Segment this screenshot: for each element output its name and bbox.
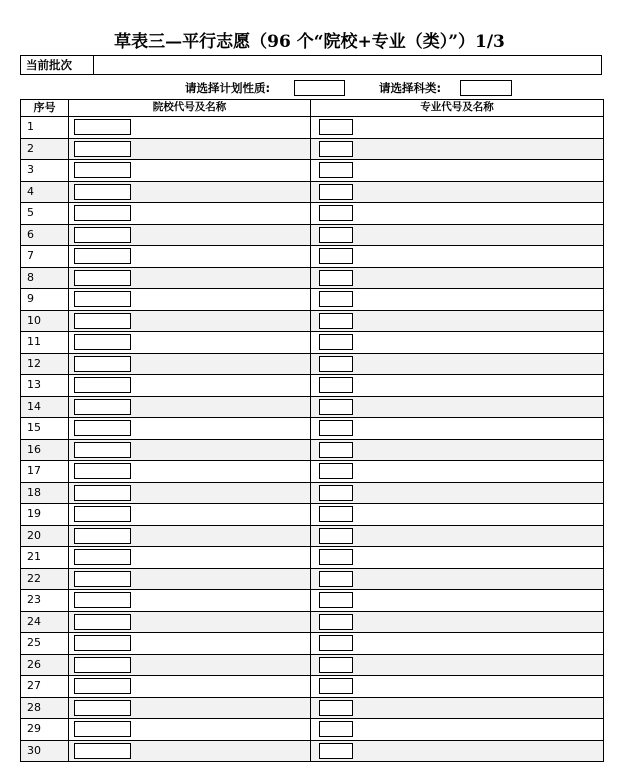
major-cell <box>311 633 603 654</box>
row-number: 22 <box>21 569 69 590</box>
table-row <box>21 655 603 677</box>
row-number: 30 <box>21 741 69 762</box>
school-cell <box>69 612 311 633</box>
table-row <box>21 698 603 720</box>
row-number: 16 <box>21 440 69 461</box>
row-number: 23 <box>21 590 69 611</box>
major-code-input[interactable] <box>319 743 353 759</box>
row-number: 2 <box>21 139 69 160</box>
major-code-input[interactable] <box>319 141 353 157</box>
major-cell <box>311 375 603 396</box>
school-cell <box>69 655 311 676</box>
major-code-input[interactable] <box>319 205 353 221</box>
major-cell <box>311 117 603 138</box>
major-code-input[interactable] <box>319 700 353 716</box>
major-code-input[interactable] <box>319 291 353 307</box>
school-code-input[interactable] <box>74 119 131 135</box>
school-code-input[interactable] <box>74 528 131 544</box>
table-row <box>21 289 603 311</box>
major-code-input[interactable] <box>319 334 353 350</box>
major-cell <box>311 676 603 697</box>
major-code-input[interactable] <box>319 614 353 630</box>
subject-type-label: 请选择科类: <box>379 81 442 95</box>
school-code-input[interactable] <box>74 291 131 307</box>
row-number: 21 <box>21 547 69 568</box>
major-cell <box>311 655 603 676</box>
major-code-input[interactable] <box>319 485 353 501</box>
plan-type-input[interactable] <box>294 80 345 96</box>
table-row <box>21 526 603 548</box>
school-cell <box>69 354 311 375</box>
row-number: 4 <box>21 182 69 203</box>
major-cell <box>311 203 603 224</box>
school-cell <box>69 633 311 654</box>
major-code-input[interactable] <box>319 227 353 243</box>
major-cell <box>311 354 603 375</box>
row-number: 5 <box>21 203 69 224</box>
row-number: 1 <box>21 117 69 138</box>
header-school: 院校代号及名称 <box>69 100 311 116</box>
school-cell <box>69 289 311 310</box>
school-cell <box>69 461 311 482</box>
header-major: 专业代号及名称 <box>420 101 494 113</box>
major-code-input[interactable] <box>319 399 353 415</box>
table-row <box>21 203 603 225</box>
major-code-input[interactable] <box>319 678 353 694</box>
header-num: 序号 <box>21 100 69 116</box>
school-code-input[interactable] <box>74 334 131 350</box>
major-cell <box>311 612 603 633</box>
school-code-input[interactable] <box>74 184 131 200</box>
table-row <box>21 612 603 634</box>
school-cell <box>69 440 311 461</box>
major-code-input[interactable] <box>319 248 353 264</box>
row-number: 14 <box>21 397 69 418</box>
school-code-input[interactable] <box>74 743 131 759</box>
table-row <box>21 741 603 763</box>
row-number: 19 <box>21 504 69 525</box>
school-cell <box>69 676 311 697</box>
major-cell <box>311 526 603 547</box>
major-cell <box>311 719 603 740</box>
school-code-input[interactable] <box>74 678 131 694</box>
major-code-input[interactable] <box>319 528 353 544</box>
table-row <box>21 268 603 290</box>
form-title: 草表三—平行志愿（96 个“院校+专业（类）”）1/3 <box>114 32 505 52</box>
table-row <box>21 139 603 161</box>
batch-value-field[interactable] <box>94 56 601 74</box>
major-cell <box>311 698 603 719</box>
major-cell <box>311 139 603 160</box>
selector-row <box>20 77 602 99</box>
table-row <box>21 569 603 591</box>
table-row <box>21 719 603 741</box>
table-row <box>21 375 603 397</box>
major-code-input[interactable] <box>319 592 353 608</box>
table-row <box>21 311 603 333</box>
school-cell <box>69 590 311 611</box>
school-cell <box>69 311 311 332</box>
school-cell <box>69 547 311 568</box>
school-code-input[interactable] <box>74 721 131 737</box>
batch-label: 当前批次 <box>21 56 94 74</box>
row-number: 28 <box>21 698 69 719</box>
row-number: 10 <box>21 311 69 332</box>
school-cell <box>69 139 311 160</box>
major-code-input[interactable] <box>319 549 353 565</box>
school-code-input[interactable] <box>74 356 131 372</box>
table-header-row <box>21 100 603 117</box>
major-cell <box>311 461 603 482</box>
school-code-input[interactable] <box>74 635 131 651</box>
school-cell <box>69 483 311 504</box>
school-code-input[interactable] <box>74 571 131 587</box>
row-number: 24 <box>21 612 69 633</box>
major-cell <box>311 246 603 267</box>
subject-type-input[interactable] <box>460 80 512 96</box>
major-cell <box>311 569 603 590</box>
row-number: 12 <box>21 354 69 375</box>
school-code-input[interactable] <box>74 399 131 415</box>
row-number: 29 <box>21 719 69 740</box>
row-number: 7 <box>21 246 69 267</box>
major-cell <box>311 225 603 246</box>
school-code-input[interactable] <box>74 506 131 522</box>
row-number: 3 <box>21 160 69 181</box>
plan-type-label: 请选择计划性质: <box>185 81 271 95</box>
table-row <box>21 332 603 354</box>
major-code-input[interactable] <box>319 463 353 479</box>
school-cell <box>69 203 311 224</box>
school-cell <box>69 526 311 547</box>
table-row <box>21 633 603 655</box>
table-row <box>21 182 603 204</box>
table-row <box>21 117 603 139</box>
school-cell <box>69 225 311 246</box>
table-row <box>21 225 603 247</box>
table-row <box>21 160 603 182</box>
table-row <box>21 440 603 462</box>
major-code-input[interactable] <box>319 635 353 651</box>
major-cell <box>311 397 603 418</box>
school-code-input[interactable] <box>74 162 131 178</box>
row-number: 6 <box>21 225 69 246</box>
table-row <box>21 397 603 419</box>
major-code-input[interactable] <box>319 356 353 372</box>
school-cell <box>69 397 311 418</box>
major-code-input[interactable] <box>319 377 353 393</box>
row-number: 27 <box>21 676 69 697</box>
school-cell <box>69 268 311 289</box>
school-code-input[interactable] <box>74 592 131 608</box>
table-row <box>21 354 603 376</box>
table-row <box>21 246 603 268</box>
table-row <box>21 483 603 505</box>
major-cell <box>311 547 603 568</box>
school-cell <box>69 246 311 267</box>
row-number: 11 <box>21 332 69 353</box>
school-code-input[interactable] <box>74 270 131 286</box>
major-cell <box>311 289 603 310</box>
major-cell <box>311 741 603 762</box>
major-code-input[interactable] <box>319 119 353 135</box>
major-code-input[interactable] <box>319 162 353 178</box>
major-cell <box>311 182 603 203</box>
choices-table <box>20 99 604 762</box>
major-code-input[interactable] <box>319 184 353 200</box>
school-cell <box>69 332 311 353</box>
row-number: 18 <box>21 483 69 504</box>
major-code-input[interactable] <box>319 506 353 522</box>
school-code-input[interactable] <box>74 614 131 630</box>
school-code-input[interactable] <box>74 485 131 501</box>
row-number: 25 <box>21 633 69 654</box>
school-cell <box>69 418 311 439</box>
school-code-input[interactable] <box>74 420 131 436</box>
school-code-input[interactable] <box>74 377 131 393</box>
row-number: 15 <box>21 418 69 439</box>
school-code-input[interactable] <box>74 549 131 565</box>
school-cell <box>69 504 311 525</box>
table-row <box>21 418 603 440</box>
school-cell <box>69 698 311 719</box>
school-cell <box>69 160 311 181</box>
table-row <box>21 676 603 698</box>
school-cell <box>69 182 311 203</box>
school-code-input[interactable] <box>74 141 131 157</box>
row-number: 26 <box>21 655 69 676</box>
major-cell <box>311 590 603 611</box>
school-cell <box>69 117 311 138</box>
school-code-input[interactable] <box>74 700 131 716</box>
major-cell <box>311 418 603 439</box>
school-cell <box>69 719 311 740</box>
school-cell <box>69 741 311 762</box>
school-code-input[interactable] <box>74 205 131 221</box>
table-row <box>21 504 603 526</box>
major-code-input[interactable] <box>319 571 353 587</box>
table-row <box>21 461 603 483</box>
major-code-input[interactable] <box>319 442 353 458</box>
row-number: 8 <box>21 268 69 289</box>
major-cell <box>311 311 603 332</box>
row-number: 13 <box>21 375 69 396</box>
major-code-input[interactable] <box>319 420 353 436</box>
school-code-input[interactable] <box>74 248 131 264</box>
major-code-input[interactable] <box>319 270 353 286</box>
row-number: 9 <box>21 289 69 310</box>
school-code-input[interactable] <box>74 463 131 479</box>
school-code-input[interactable] <box>74 657 131 673</box>
school-code-input[interactable] <box>74 442 131 458</box>
major-code-input[interactable] <box>319 721 353 737</box>
batch-row <box>20 55 602 75</box>
major-cell <box>311 483 603 504</box>
major-cell <box>311 504 603 525</box>
school-code-input[interactable] <box>74 313 131 329</box>
major-cell <box>311 268 603 289</box>
school-cell <box>69 569 311 590</box>
row-number: 17 <box>21 461 69 482</box>
row-number: 20 <box>21 526 69 547</box>
major-code-input[interactable] <box>319 657 353 673</box>
school-cell <box>69 375 311 396</box>
major-cell <box>311 440 603 461</box>
table-row <box>21 547 603 569</box>
major-cell <box>311 160 603 181</box>
table-row <box>21 590 603 612</box>
major-code-input[interactable] <box>319 313 353 329</box>
school-code-input[interactable] <box>74 227 131 243</box>
major-cell <box>311 332 603 353</box>
